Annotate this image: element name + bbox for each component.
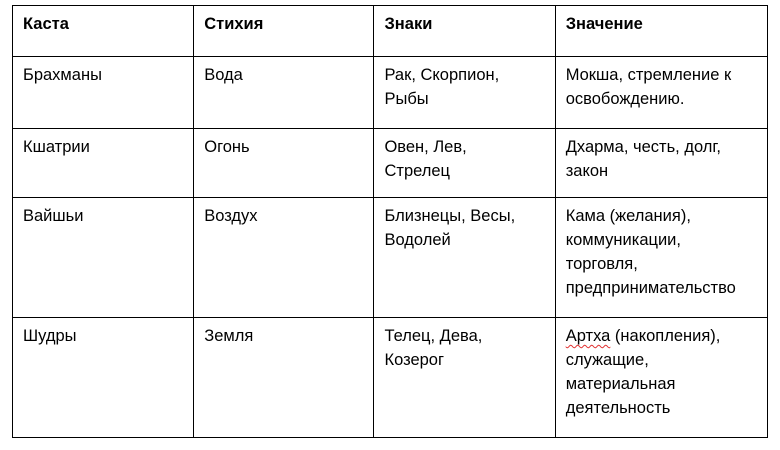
signs-line: Стрелец: [384, 162, 451, 180]
caste-table: [12, 5, 768, 438]
cell-caste: Вайшьи: [13, 198, 194, 318]
table-row: [13, 129, 768, 198]
spellcheck-flagged-word: Артха: [565, 327, 611, 345]
signs-line: Рак, Скорпион,: [384, 66, 500, 84]
header-caste: Каста: [13, 6, 194, 57]
table-row: [13, 318, 768, 438]
meaning-line: Кама (желания),: [565, 207, 691, 225]
meaning-line: [566, 324, 759, 348]
meaning-line: освобождению.: [565, 90, 685, 108]
signs-line: Близнецы, Весы,: [384, 207, 516, 225]
cell-caste: Брахманы: [13, 57, 194, 129]
cell-element: Вода: [194, 57, 374, 129]
cell-element: Земля: [194, 318, 374, 438]
cell-signs: [374, 129, 555, 198]
meaning-line: коммуникации,: [565, 231, 681, 249]
meaning-line: Мокша, стремление к: [565, 66, 732, 84]
cell-element: Воздух: [194, 198, 374, 318]
meaning-line: служащие,: [565, 351, 649, 369]
cell-signs: [374, 198, 555, 318]
cell-meaning: [555, 129, 767, 198]
table-row: [13, 198, 768, 318]
signs-line: Водолей: [384, 231, 451, 249]
header-row: [13, 6, 768, 57]
signs-line: Телец, Дева,: [384, 327, 483, 345]
cell-meaning: [555, 318, 767, 438]
meaning-line: закон: [565, 162, 609, 180]
cell-caste: Шудры: [13, 318, 194, 438]
meaning-line: Дхарма, честь, долг,: [565, 138, 721, 156]
meaning-line: материальная: [565, 375, 676, 393]
meaning-line: деятельность: [565, 399, 671, 417]
header-signs: Знаки: [374, 6, 555, 57]
cell-element: Огонь: [194, 129, 374, 198]
meaning-line: предпринимательство: [565, 279, 736, 297]
header-element: Стихия: [194, 6, 374, 57]
cell-signs: [374, 57, 555, 129]
header-meaning: Значение: [555, 6, 767, 57]
table-row: [13, 57, 768, 129]
meaning-text: (накопления),: [610, 327, 721, 345]
cell-signs: [374, 318, 555, 438]
signs-line: Рыбы: [384, 90, 429, 108]
signs-line: Козерог: [384, 351, 444, 369]
meaning-line: торговля,: [565, 255, 638, 273]
cell-meaning: [555, 57, 767, 129]
cell-meaning: [555, 198, 767, 318]
signs-line: Овен, Лев,: [384, 138, 467, 156]
cell-caste: Кшатрии: [13, 129, 194, 198]
